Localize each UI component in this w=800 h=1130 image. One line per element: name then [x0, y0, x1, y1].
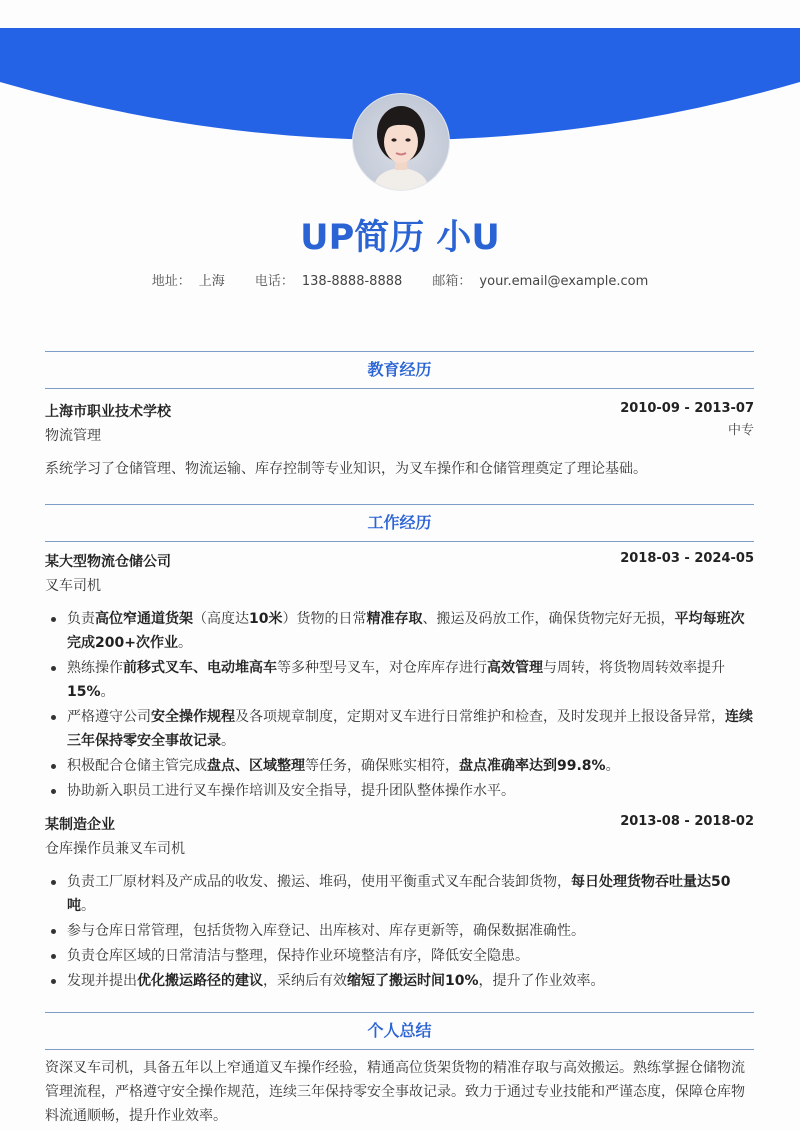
education-section [45, 351, 754, 481]
section-title-summary: 个人总结 [45, 1012, 754, 1050]
major: 物流管理 [45, 428, 101, 444]
bullet-item: 严格遵守公司安全操作规程及各项规章制度，定期对叉车进行日常维护和检查，及时发现并上报设备异常，连续三年保持零安全事故记录。 [45, 705, 754, 753]
job-role: 叉车司机 [45, 578, 101, 594]
bullet-item: 负责仓库区域的日常清洁与整理，保持作业环境整洁有序，降低安全隐患。 [45, 944, 754, 968]
candidate-name: UP简历 小U [300, 218, 500, 258]
section-title-work: 工作经历 [45, 504, 754, 542]
work-date: 2013-08 - 2018-02 [620, 814, 754, 829]
education-entry-sub [45, 425, 754, 451]
contact-info [0, 270, 800, 289]
bullet-item: 协助新入职员工进行叉车操作培训及安全指导，提升团队整体操作水平。 [45, 779, 754, 803]
summary-text: 资深叉车司机，具备五年以上窄通道叉车操作经验，精通高位货架货物的精准存取与高效搬运。熟练掌握仓储物流管理流程，严格遵守安全操作规范，连续三年保持零安全事故记录。致力于通过专业技能和严谨态度，保障仓库物料流通顺畅，提升作业效率。 [45, 1060, 745, 1124]
work-bullets [45, 870, 754, 993]
bullet-item: 负责工厂原材料及产成品的收发、搬运、堆码，使用平衡重式叉车配合装卸货物，每日处理货物吞吐量达50吨。 [45, 870, 754, 918]
portrait-photo-icon [353, 94, 449, 190]
bullet-item: 负责高位窄通道货架（高度达10米）货物的日常精准存取、搬运及码放工作，确保货物完好无损，平均每班次完成200+次作业。 [45, 607, 754, 655]
bullet-item: 参与仓库日常管理，包括货物入库登记、出库核对、库存更新等，确保数据准确性。 [45, 919, 754, 943]
contact-email [432, 270, 648, 289]
address-label: 地址： [151, 274, 191, 289]
avatar [352, 93, 450, 191]
contact-phone [255, 270, 402, 289]
email-value: your.email@example.com [479, 274, 649, 289]
degree: 中专 [727, 423, 754, 438]
email-label: 邮箱： [432, 274, 472, 289]
phone-value: 138-8888-8888 [301, 274, 403, 289]
phone-label: 电话： [254, 274, 294, 289]
bullet-item: 发现并提出优化搬运路径的建议，采纳后有效缩短了搬运时间10%，提升了作业效率。 [45, 969, 754, 993]
work-entry-header [45, 551, 754, 575]
school-name: 上海市职业技术学校 [45, 404, 171, 420]
education-description: 系统学习了仓储管理、物流运输、库存控制等专业知识，为叉车操作和仓储管理奠定了理论基础。 [45, 461, 647, 477]
education-entry-header [45, 401, 754, 425]
education-date: 2010-09 - 2013-07 [620, 401, 754, 416]
contact-address [152, 270, 225, 289]
work-entry-header [45, 814, 754, 838]
work-bullets [45, 607, 754, 803]
bullet-item: 积极配合仓储主管完成盘点、区域整理等任务，确保账实相符，盘点准确率达到99.8%。 [45, 754, 754, 778]
address-value: 上海 [198, 274, 225, 289]
company-name: 某大型物流仓储公司 [45, 554, 171, 570]
work-section [45, 504, 754, 994]
summary-section [45, 1012, 754, 1128]
work-date: 2018-03 - 2024-05 [620, 551, 754, 566]
bullet-item: 熟练操作前移式叉车、电动堆高车等多种型号叉车，对仓库库存进行高效管理与周转，将货物周转效率提升15%。 [45, 656, 754, 704]
job-role: 仓库操作员兼叉车司机 [45, 841, 185, 857]
company-name: 某制造企业 [45, 817, 115, 833]
section-title-education: 教育经历 [45, 351, 754, 389]
